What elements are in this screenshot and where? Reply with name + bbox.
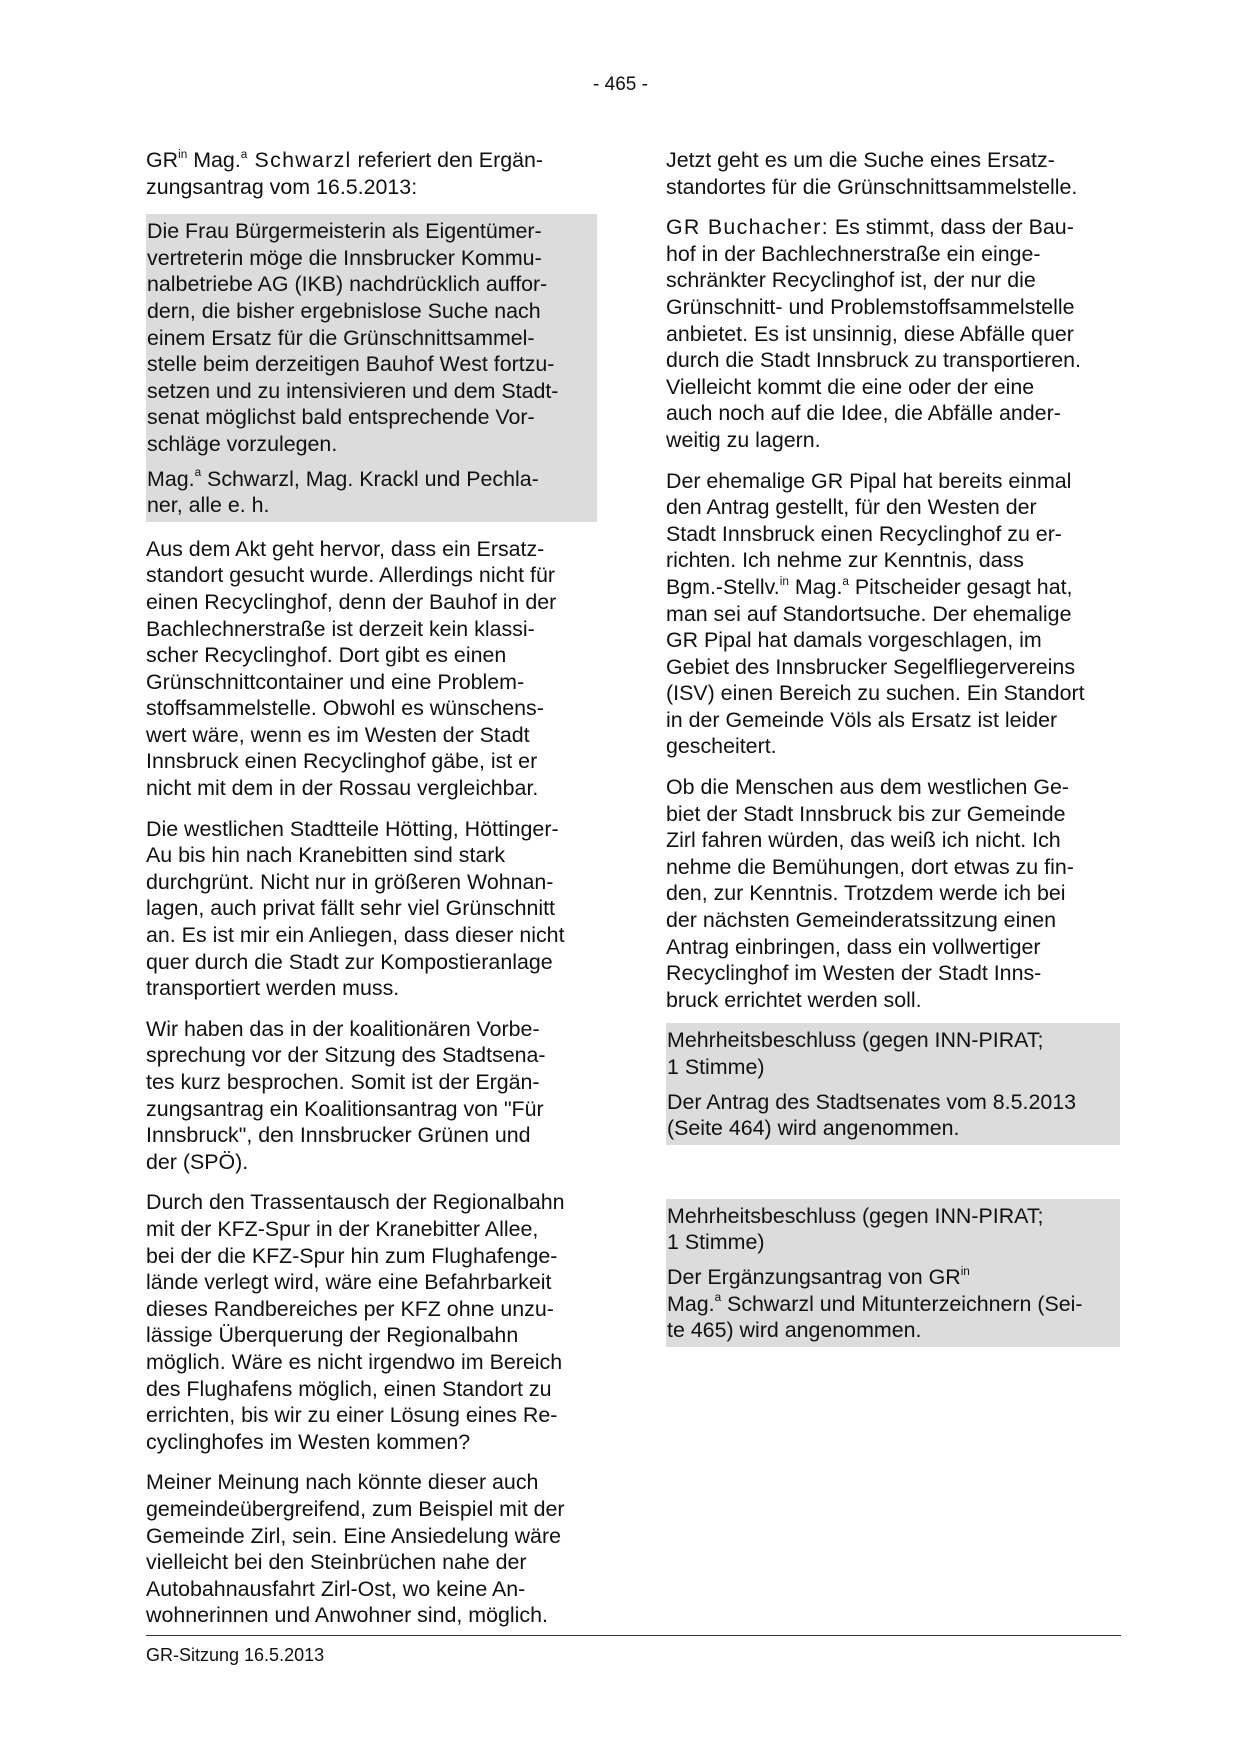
text-line: Bachlechnerstraße ist derzeit kein klassi- bbox=[146, 616, 535, 641]
signers-mag-sup: a bbox=[194, 466, 202, 480]
text-line: gescheitert. bbox=[666, 734, 777, 759]
text-line: (Seite 464) wird angenommen. bbox=[667, 1116, 960, 1141]
text-line: Au bis hin nach Kranebitten sind stark bbox=[146, 843, 506, 868]
motion-line: schläge vorzulegen. bbox=[147, 431, 338, 456]
text-line: richten. Ich nehme zur Kenntnis, dass bbox=[666, 548, 1024, 573]
text-line: lässige Überquerung der Regionalbahn bbox=[146, 1323, 519, 1348]
text-line: standortes für die Grünschnittsammelstelle. bbox=[666, 174, 1078, 199]
paragraph bbox=[666, 214, 1120, 453]
motion-box bbox=[146, 214, 597, 522]
text-line: einen Recyclinghof, denn der Bauhof in der bbox=[146, 589, 557, 614]
result-mag: Mag. bbox=[667, 1291, 715, 1316]
text-line: wert wäre, wenn es im Westen der Stadt bbox=[146, 722, 530, 747]
text-line: quer durch die Stadt zur Kompostieranlage bbox=[146, 949, 553, 974]
intro-line1-rest: referiert den Ergän- bbox=[351, 148, 544, 172]
speaker-buchacher: GR Buchacher: bbox=[666, 215, 829, 240]
text-line: in der Gemeinde Völs als Ersatz ist leider bbox=[666, 707, 1058, 732]
text-line: bruck errichtet werden soll. bbox=[666, 987, 922, 1012]
text-line: Innsbruck einen Recyclinghof gäbe, ist er bbox=[146, 749, 538, 774]
text-line: bei der die KFZ-Spur hin zum Flughafenge- bbox=[146, 1243, 558, 1268]
text-line: Meiner Meinung nach könnte dieser auch bbox=[146, 1470, 539, 1495]
text-line: des Flughafens möglich, einen Standort zu bbox=[146, 1376, 552, 1401]
result-line1-sup: in bbox=[960, 1264, 970, 1278]
intro-paragraph bbox=[146, 147, 597, 200]
text-line: Jetzt geht es um die Suche eines Ersatz- bbox=[666, 148, 1055, 172]
page-number: - 465 - bbox=[593, 74, 648, 95]
text-line: Grünschnittcontainer und eine Problem- bbox=[146, 669, 525, 694]
bgm-title: Bgm.-Stellv. bbox=[666, 574, 780, 599]
text-line: lagen, auch privat fällt sehr viel Grünschnitt bbox=[146, 896, 556, 921]
text-line: Autobahnausfahrt Zirl-Ost, wo keine An- bbox=[146, 1576, 526, 1601]
speaker-gr: GR bbox=[146, 148, 179, 172]
text-line: der (SPÖ). bbox=[146, 1149, 249, 1174]
text-line: 1 Stimme) bbox=[667, 1230, 765, 1255]
motion-line: einem Ersatz für die Grünschnittsammel- bbox=[147, 325, 535, 350]
signers-line2: ner, alle e. h. bbox=[147, 493, 270, 518]
speaker-mag-sup: a bbox=[240, 147, 248, 161]
text-line: transportiert werden muss. bbox=[146, 976, 400, 1001]
text-line: man sei auf Standortsuche. Der ehemalige bbox=[666, 601, 1072, 626]
text-line: dieses Randbereiches per KFZ ohne unzu- bbox=[146, 1296, 554, 1321]
text-line: anbietet. Es ist unsinnig, diese Abfälle quer bbox=[666, 321, 1074, 346]
paragraph bbox=[146, 536, 597, 802]
text-line: standort gesucht wurde. Allerdings nicht für bbox=[146, 563, 556, 588]
text-line: Stadt Innsbruck einen Recyclinghof zu er- bbox=[666, 521, 1062, 546]
text-line: an. Es ist mir ein Anliegen, dass dieser nicht bbox=[146, 923, 565, 948]
motion-line: vertreterin möge die Innsbrucker Kommu- bbox=[147, 245, 542, 270]
intro-line2: zungsantrag vom 16.5.2013: bbox=[146, 174, 418, 199]
paragraph bbox=[146, 1189, 597, 1455]
paragraph bbox=[666, 147, 1120, 200]
text-line: zungsantrag ein Koalitionsantrag von "Für bbox=[146, 1096, 544, 1121]
text-line: Mehrheitsbeschluss (gegen INN-PIRAT; bbox=[667, 1028, 1044, 1053]
text-line: Zirl fahren würden, das weiß ich nicht. Ich bbox=[666, 828, 1061, 853]
left-column bbox=[146, 147, 597, 1643]
text-line: durch die Stadt Innsbruck zu transportieren. bbox=[666, 348, 1081, 373]
text-line: Der Antrag des Stadtsenates vom 8.5.2013 bbox=[667, 1089, 1077, 1114]
resolution-vote bbox=[667, 1203, 1119, 1256]
motion-line: Die Frau Bürgermeisterin als Eigentümer- bbox=[147, 219, 542, 244]
text-line: auch noch auf die Idee, die Abfälle ander- bbox=[666, 401, 1061, 426]
text-line: tes kurz besprochen. Somit ist der Ergän- bbox=[146, 1070, 540, 1094]
paragraph bbox=[146, 1469, 597, 1629]
text-line: biet der Stadt Innsbruck bis zur Gemeinde bbox=[666, 801, 1066, 826]
resolution-result bbox=[667, 1089, 1119, 1142]
text-line bbox=[666, 574, 1120, 601]
text-line: vielleicht bei den Steinbrüchen nahe der bbox=[146, 1550, 527, 1575]
text-line bbox=[667, 1291, 1119, 1318]
text-line: weitig zu lagern. bbox=[666, 427, 821, 452]
text-line: (ISV) einen Bereich zu suchen. Ein Standort bbox=[666, 681, 1085, 706]
paragraph bbox=[666, 774, 1120, 1013]
text-line: stoffsammelstelle. Obwohl es wünschens- bbox=[146, 696, 544, 721]
motion-text bbox=[147, 218, 596, 457]
text-line: Gebiet des Innsbrucker Segelfliegervereins bbox=[666, 654, 1076, 679]
text-line: Recyclinghof im Westen der Stadt Inns- bbox=[666, 961, 1042, 986]
text-line: Durch den Trassentausch der Regionalbahn bbox=[146, 1190, 565, 1215]
text-line bbox=[667, 1264, 1119, 1291]
text-line: Innsbruck", den Innsbrucker Grünen und bbox=[146, 1123, 531, 1148]
text-line: scher Recyclinghof. Dort gibt es einen bbox=[146, 643, 507, 668]
paragraph bbox=[146, 1016, 597, 1176]
text-line: nicht mit dem in der Rossau vergleichbar. bbox=[146, 776, 539, 801]
resolution-box-2 bbox=[666, 1199, 1120, 1347]
text-line: nehme die Bemühungen, dort etwas zu fin- bbox=[666, 854, 1074, 879]
paragraph bbox=[146, 816, 597, 1002]
result-mag-sup: a bbox=[714, 1291, 722, 1305]
text-line: Aus dem Akt geht hervor, dass ein Ersatz- bbox=[146, 536, 545, 561]
motion-line: stelle beim derzeitigen Bauhof West fortzu- bbox=[147, 352, 555, 377]
text-line: Antrag einbringen, dass ein vollwertiger bbox=[666, 934, 1041, 959]
speaker-mag: Mag. bbox=[187, 148, 241, 172]
text-line: Vielleicht kommt die eine oder der eine bbox=[666, 374, 1035, 399]
mag-title: Mag. bbox=[788, 574, 843, 599]
footer-text: GR-Sitzung 16.5.2013 bbox=[146, 1645, 325, 1665]
text-line: Gemeinde Zirl, sein. Eine Ansiedelung wäre bbox=[146, 1523, 561, 1548]
text-line: cyclinghofes im Westen kommen? bbox=[146, 1429, 471, 1454]
text-line: Grünschnitt- und Problemstoffsammelstelle bbox=[666, 294, 1075, 319]
motion-line: dern, die bisher ergebnislose Suche nach bbox=[147, 298, 541, 323]
p2-line1-rest: Es stimmt, dass der Bau- bbox=[828, 215, 1074, 240]
text-line: wohnerinnen und Anwohner sind, möglich. bbox=[146, 1603, 548, 1628]
text-line: sprechung vor der Sitzung des Stadtsena- bbox=[146, 1043, 546, 1068]
text-line: GR Pipal hat damals vorgeschlagen, im bbox=[666, 628, 1042, 653]
spacer bbox=[666, 1159, 1120, 1199]
bgm-sup: in bbox=[779, 574, 789, 588]
text-line: durchgrünt. Nicht nur in größeren Wohnan- bbox=[146, 869, 554, 894]
text-line: möglich. Wäre es nicht irgendwo im Bereich bbox=[146, 1349, 563, 1374]
text-line: Der ehemalige GR Pipal hat bereits einmal bbox=[666, 468, 1072, 493]
paragraph bbox=[666, 468, 1120, 761]
text-line: hof in der Bachlechnerstraße ein einge- bbox=[666, 241, 1041, 266]
footer-divider bbox=[146, 1635, 1121, 1636]
text-line: Mehrheitsbeschluss (gegen INN-PIRAT; bbox=[667, 1203, 1044, 1228]
text-line: gemeindeübergreifend, zum Beispiel mit der bbox=[146, 1496, 565, 1521]
text-line: 1 Stimme) bbox=[667, 1055, 765, 1079]
resolution-vote bbox=[667, 1027, 1119, 1080]
motion-line: setzen und zu intensivieren und dem Stadt- bbox=[147, 378, 559, 403]
text-line: der nächsten Gemeinderatssitzung einen bbox=[666, 908, 1057, 933]
text-line bbox=[666, 214, 1120, 241]
motion-signers bbox=[147, 466, 596, 519]
mag-rest: Pitscheider gesagt hat, bbox=[848, 574, 1073, 599]
text-line: den, zur Kenntnis. Trotzdem werde ich bei bbox=[666, 881, 1066, 906]
motion-line: nalbetriebe AG (IKB) nachdrücklich auffor- bbox=[147, 272, 548, 297]
text-line: mit der KFZ-Spur in der Kranebitter Allee, bbox=[146, 1216, 539, 1241]
signers-line1-rest: Schwarzl, Mag. Krackl und Pechla- bbox=[201, 466, 539, 491]
text-line: lände verlegt wird, wäre eine Befahrbarkeit bbox=[146, 1270, 552, 1295]
text-line: te 465) wird angenommen. bbox=[667, 1318, 922, 1343]
text-line: errichten, bis wir zu einer Lösung eines Re- bbox=[146, 1403, 558, 1428]
result-line2-rest: Schwarzl und Mitunterzeichnern (Sei- bbox=[721, 1291, 1083, 1316]
motion-line: senat möglichst bald entsprechende Vor- bbox=[147, 405, 535, 430]
result-line1: Der Ergänzungsantrag von GR bbox=[667, 1264, 961, 1289]
text-line: Die westlichen Stadtteile Hötting, Höttinger- bbox=[146, 816, 559, 841]
text-line: schränkter Recyclinghof ist, der nur die bbox=[666, 268, 1036, 293]
resolution-box-1 bbox=[666, 1023, 1120, 1144]
signers-mag: Mag. bbox=[147, 466, 195, 491]
speaker-name: Schwarzl bbox=[247, 148, 352, 172]
text-line: den Antrag gestellt, für den Westen der bbox=[666, 495, 1037, 520]
right-column bbox=[666, 147, 1120, 1361]
text-line: Wir haben das in der koalitionären Vorbe- bbox=[146, 1016, 540, 1041]
resolution-result bbox=[667, 1264, 1119, 1344]
mag-sup: a bbox=[842, 574, 849, 588]
text-line: Ob die Menschen aus dem westlichen Ge- bbox=[666, 775, 1070, 800]
speaker-gr-sup: in bbox=[178, 147, 188, 161]
